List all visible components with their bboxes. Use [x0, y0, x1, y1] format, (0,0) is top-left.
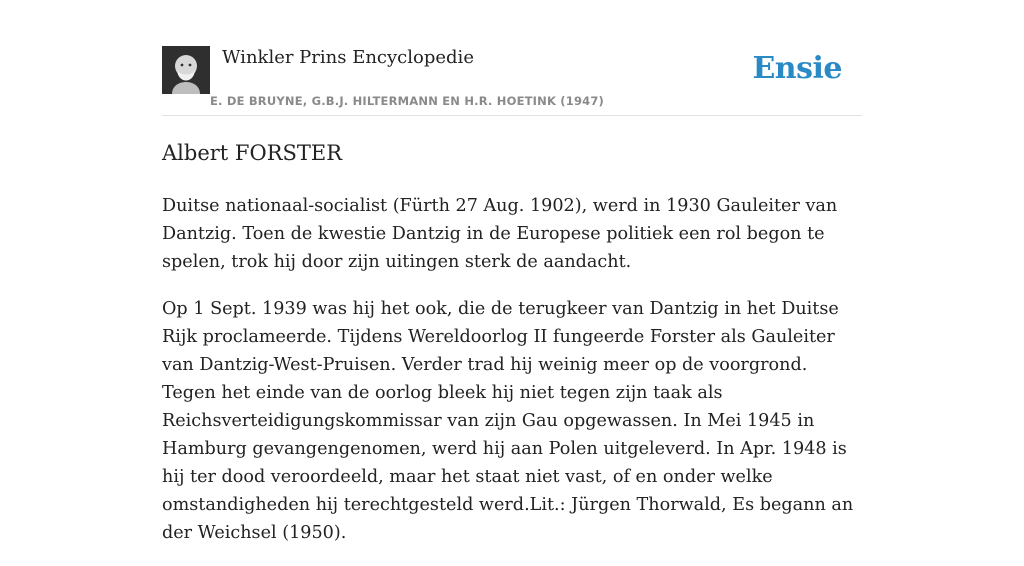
author-portrait-icon[interactable] [162, 46, 210, 94]
article-body [162, 192, 862, 566]
article-paragraph: Op 1 Sept. 1939 was hij het ook, die de terugkeer van Dantzig in het Duitse Rijk proclameerde. Tijdens Wereldoorlog II fungeerde Forster als Gauleiter van Dantzig-West-Pruisen. Verder trad hij weinig meer op de voorgrond. Tegen het einde van de oorlog bleek hij niet tegen zijn taak als Reichsverteidigungskommissar van zijn Gau opgewassen. In Mei 1945 in Hamburg gevangengenomen, werd hij aan Polen uitgeleverd. In Apr. 1948 is hij ter dood veroordeeld, maar het staat niet vast, of en onder welke omstandigheden hij terechtgesteld werd.Lit.: Jürgen Thorwald, Es begann an der Weichsel (1950). [162, 299, 854, 543]
article-paragraph: Duitse nationaal-socialist (Fürth 27 Aug. 1902), werd in 1930 Gauleiter van Dantzig. Toen de kwestie Dantzig in de Europese politiek een rol begon te spelen, trok hij door zijn uitingen sterk de aandacht. [162, 196, 838, 272]
portrait-graphic [162, 46, 210, 94]
header-divider [162, 115, 862, 116]
source-title[interactable]: Winkler Prins Encyclopedie [222, 47, 474, 68]
ensie-logo-link[interactable]: Ensie [752, 51, 842, 86]
article-title: Albert FORSTER [162, 141, 343, 165]
source-header [162, 46, 862, 116]
source-authors: E. DE BRUYNE, G.B.J. HILTERMANN EN H.R. HOETINK (1947) [210, 94, 605, 108]
